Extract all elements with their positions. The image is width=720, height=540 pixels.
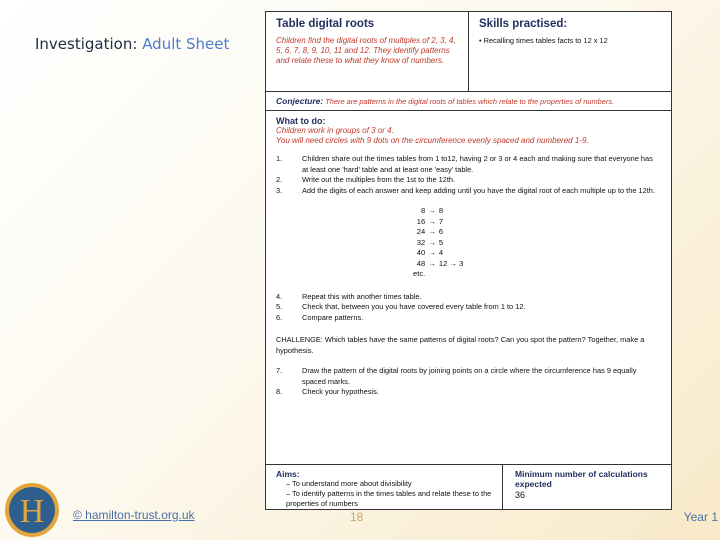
step-item: 8. Check your hypothesis. xyxy=(276,387,379,396)
min-calc-title: Minimum number of calculations expected xyxy=(515,469,648,489)
aims-title: Aims: xyxy=(276,469,300,479)
skills-item: • Recalling times tables facts to 12 x 12 xyxy=(479,36,608,45)
step-item: 6. Compare patterns. xyxy=(276,312,364,322)
instructions-section xyxy=(266,111,671,465)
year-label: Year 1 xyxy=(683,510,718,524)
instruction-line: Children work in groups of 3 or 4. xyxy=(276,126,394,135)
step-item: 5. Check that, between you you have covered every table from 1 to 12. xyxy=(276,302,526,311)
page-title xyxy=(35,35,229,53)
example-row: 16 → 7 xyxy=(416,216,444,226)
instruction-line: You will need circles with 9 dots on the circumference evenly spaced and numbered 1-9. xyxy=(276,136,589,145)
step-item: 4. Repeat this with another times table. xyxy=(276,291,422,301)
footer-link[interactable]: © hamilton-trust.org.uk xyxy=(73,508,195,522)
steps-list xyxy=(276,366,661,398)
step-item: 7. Draw the pattern of the digital roots by joining points on a circle where the circumference has 9 equally spaced marks. xyxy=(276,366,637,386)
step-item: 1. Children share out the times tables from 1 to12, having 2 or 3 or 4 each and making sure that everyone has at least one 'hard' table and at least one 'easy' table. xyxy=(276,154,653,174)
aim-item: – To identify patterns in the times tables and relate these to the properties of numbers xyxy=(286,489,492,508)
example-row: 40 → 4 xyxy=(416,248,444,257)
logo-letter: H xyxy=(19,493,45,530)
step-item: 2. Write out the multiples from the 1st to the 12th. xyxy=(276,175,456,184)
aim-item: – To understand more about divisibility xyxy=(286,479,412,488)
hamilton-logo xyxy=(2,482,60,538)
aims-cell xyxy=(266,465,503,509)
example-row: 8 → 8 xyxy=(421,206,444,215)
intro-text: Children find the digital roots of multiples of 2, 3, 4, 5, 6, 7, 8, 9, 10, 11 and 12. They identify patterns and relate these to what they know of numbers. xyxy=(276,36,456,65)
page-number: 18 xyxy=(350,510,364,524)
skills-title: Skills practised: xyxy=(479,18,568,30)
conjecture-label: Conjecture: xyxy=(276,96,324,106)
challenge-text: CHALLENGE: Which tables have the same patterns of digital roots? Can you spot the pattern? Together, make a hypothesis. xyxy=(276,335,645,355)
what-to-do-heading: What to do: xyxy=(276,116,326,126)
digital-root-example xyxy=(413,206,661,280)
min-calc-value: 36 xyxy=(515,490,526,500)
example-row: 24 → 6 xyxy=(416,227,444,236)
example-row: 32 → 5 xyxy=(416,237,444,247)
adult-sheet xyxy=(265,11,672,510)
title-accent: Adult Sheet xyxy=(142,35,230,53)
steps-list xyxy=(276,154,661,196)
steps-list xyxy=(276,292,661,324)
step-item: 3. Add the digits of each answer and keep adding until you have the digital root of each multiple up to the 12th. xyxy=(276,185,655,195)
skills-cell xyxy=(469,12,671,91)
example-row: 48 → 12 → 3 xyxy=(416,258,464,268)
conjecture-row xyxy=(266,92,671,111)
title-cell xyxy=(266,12,469,91)
sheet-title: Table digital roots xyxy=(276,18,375,30)
example-etc: etc. xyxy=(413,269,426,278)
min-calculations-cell xyxy=(503,465,671,509)
title-prefix: Investigation: xyxy=(35,35,138,53)
conjecture-text: There are patterns in the digital roots of tables which relate to the properties of numbers. xyxy=(325,97,615,106)
